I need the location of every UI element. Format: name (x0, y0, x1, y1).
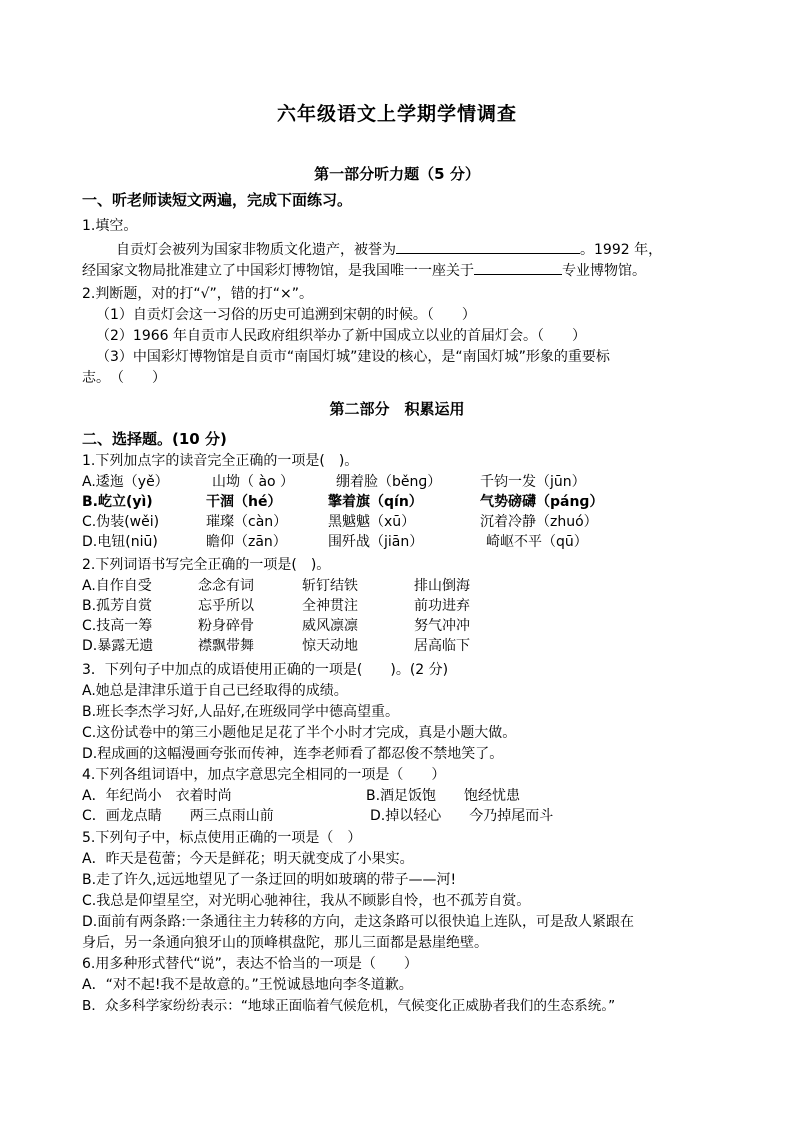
fill-blank-1[interactable] (396, 239, 580, 254)
option-cell: D.电钮(niū) (82, 534, 158, 550)
option-cell: 围歼战（jiān） (328, 534, 424, 550)
option-cell: 斩钉结铁 (302, 578, 358, 594)
option-cell: 瞻仰（zān） (206, 534, 287, 550)
q1-text-c: 经国家文物局批准建立了中国彩灯博物馆，是我国唯一一座关于 (82, 263, 474, 279)
option-cell: 居高临下 (414, 638, 470, 654)
q4-stem: 4.下列各组词语中，加点字意思完全相同的一项是（ ） (82, 767, 446, 783)
q2-item-1: （1）自贡灯会这一习俗的历史可追溯到宋朝的时候。（ ） (96, 307, 476, 323)
option-cell: C.伪装(wěi) (82, 514, 160, 530)
option-cell: 威风凛凛 (302, 618, 358, 634)
q3-option-b: B.班长李杰学习好,人品好,在班级同学中德高望重。 (82, 704, 399, 720)
option-row (82, 806, 722, 826)
q5-stem: 5.下列句子中，标点使用正确的一项是（ ） (82, 830, 362, 846)
option-cell: B.孤芳自赏 (82, 598, 153, 614)
q2-options (82, 576, 722, 660)
q2-label: 2.判断题，对的打“√”，错的打“×”。 (82, 286, 314, 302)
q5-option-a: A．昨天是苞蕾；今天是鲜花；明天就变成了小果实。 (82, 851, 414, 867)
option-cell: 粉身碎骨 (198, 618, 254, 634)
option-row (82, 636, 722, 656)
option-cell: 擎着旗（qín） (328, 494, 423, 510)
option-cell: 黑魆魆（xū） (328, 514, 416, 530)
q3-option-d: D.程成画的这幅漫画夸张而传神，连李老师看了都忍俊不禁地笑了。 (82, 746, 504, 762)
section1-heading: 一、听老师读短文两遍，完成下面练习。 (82, 191, 353, 209)
option-cell: C．画龙点睛 两三点雨山前 (82, 808, 274, 824)
option-row (82, 532, 722, 552)
option-cell: B.酒足饭饱 饱经忧患 (366, 788, 521, 804)
option-cell: A.逶迤（yě） (82, 474, 169, 490)
page-title: 六年级语文上学期学情调查 (276, 103, 517, 125)
q1-text-d: 专业博物馆。 (562, 263, 646, 279)
option-cell: D.掉以轻心 今乃掉尾而斗 (370, 808, 554, 824)
option-cell: 惊天动地 (302, 638, 358, 654)
option-cell: 干涸（hé） (206, 494, 282, 510)
option-cell: 绷着脸（běnɡ） (336, 474, 442, 490)
option-cell: 襟飘带舞 (198, 638, 254, 654)
q2-item-3-cont: 志。 （ ） (82, 370, 166, 386)
option-cell: 璀璨（càn） (206, 514, 288, 530)
q3-option-a: A.她总是津津乐道于自己已经取得的成绩。 (82, 683, 348, 699)
option-cell: A.自作自受 (82, 578, 152, 594)
option-cell: 千钧一发（jūn） (480, 474, 586, 490)
option-cell: A．年纪尚小 衣着时尚 (82, 788, 232, 804)
option-row (82, 512, 722, 532)
q6-stem: 6.用多种形式替代“说”，表达不恰当的一项是（ ） (82, 956, 418, 972)
q3-stem: 3．下列句子中加点的成语使用正确的一项是( )。(2 分) (82, 662, 449, 678)
q2-item-2: （2）1966 年自贡市人民政府组织举办了新中国成立以业的首届灯会。（ ） (96, 328, 586, 344)
option-row (82, 472, 722, 492)
option-row (82, 786, 722, 806)
q1-text-a: 自贡灯会被列为国家非物质文化遗产，被誉为 (116, 242, 396, 258)
q2-stem: 2.下列词语书写完全正确的一项是( )。 (82, 557, 331, 573)
option-cell: C.技高一筹 (82, 618, 153, 634)
q3-option-c: C.这份试卷中的第三小题他足足花了半个小时才完成，真是小题大做。 (82, 725, 517, 741)
option-row (82, 576, 722, 596)
part1-heading: 第一部分听力题（5 分） (314, 165, 480, 183)
q5-option-d: D.面前有两条路:一条通往主力转移的方向，走这条路可以很快追上连队，可是敌人紧跟在 (82, 914, 634, 930)
option-row (82, 596, 722, 616)
q5-option-b: B.走了许久,远远地望见了一条迂回的明如玻璃的带子——河! (82, 872, 457, 888)
option-cell: 崎岖不平（qū） (486, 534, 588, 550)
option-cell: 排山倒海 (414, 578, 470, 594)
q6-option-b: B．众多科学家纷纷表示：“地球正面临着气候危机，气候变化正威胁者我们的生态系统。” (82, 998, 616, 1014)
q5-option-c: C.我总是仰望星空，对光明心驰神往，我从不顾影自怜，也不孤芳自赏。 (82, 893, 531, 909)
option-cell: D.暴露无遗 (82, 638, 154, 654)
option-cell: 念念有词 (198, 578, 254, 594)
option-cell: 山坳（ ào ） (212, 474, 295, 490)
part2-heading: 第二部分 积累运用 (329, 400, 465, 418)
option-cell: 沉着冷静（zhuó） (480, 514, 598, 530)
q1-line1 (116, 239, 756, 260)
option-cell: 忘乎所以 (198, 598, 254, 614)
q1-line2 (82, 260, 722, 281)
q1-stem: 1.下列加点字的读音完全正确的一项是( )。 (82, 453, 359, 469)
q1-text-b: 。1992 年， (580, 242, 663, 258)
option-cell: 全神贯注 (302, 598, 358, 614)
q1-options (82, 472, 722, 556)
q4-options (82, 786, 722, 828)
q2-item-3: （3）中国彩灯博物馆是自贡市“南国灯城”建设的核心，是“南国灯城”形象的重要标 (96, 349, 610, 365)
q6-option-a: A．“对不起!我不是故意的。”王悦诚恳地向李冬道歉。 (82, 977, 413, 993)
option-cell: B.屹立(yì) (82, 494, 153, 510)
option-row (82, 616, 722, 636)
option-cell: 气势磅礴（pánɡ） (480, 494, 604, 510)
section2-heading: 二、选择题。(10 分) (82, 430, 227, 448)
q5-option-d-cont: 身后，另一条通向狼牙山的顶峰棋盘陀，那儿三面都是悬崖绝壁。 (82, 935, 488, 951)
option-cell: 努气冲冲 (414, 618, 470, 634)
q1-label: 1.填空。 (82, 218, 138, 234)
fill-blank-2[interactable] (474, 260, 562, 275)
option-row (82, 492, 722, 512)
option-cell: 前功进弃 (414, 598, 470, 614)
